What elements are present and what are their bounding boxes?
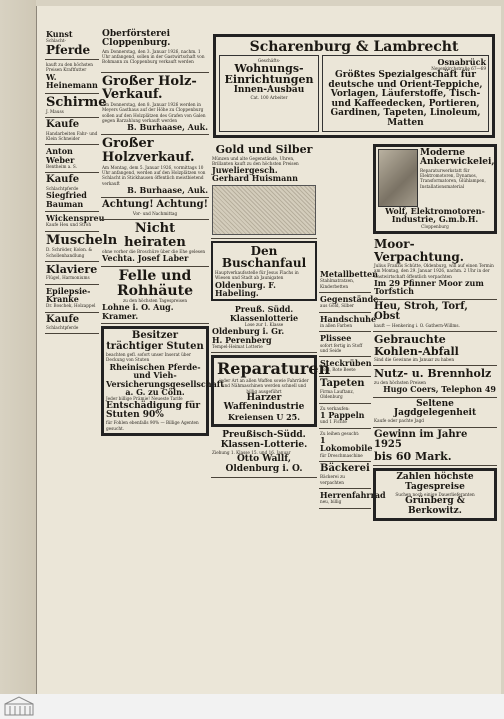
building-icon <box>4 696 34 716</box>
ad-signature: Lohne i. O. Aug. Kramer. <box>102 302 174 321</box>
ad-heading: Preußisch-Südd. Klassen-Lotterie. <box>220 430 308 450</box>
ad-location: Cloppenburg <box>421 223 449 229</box>
ad-filler <box>102 65 208 69</box>
ad-text: und 1 Fichte <box>320 419 347 425</box>
ad-heading: Anton Weber <box>46 146 75 165</box>
ad-heading: Felle und Rohhäute <box>117 267 193 299</box>
ad-text: aus Gold, Silber <box>320 303 354 309</box>
ad-gold-silber <box>211 142 317 239</box>
ad-text: Firma Lauftanz, Oldenburg <box>320 389 354 400</box>
ad-heading: Gegenstände <box>320 293 379 304</box>
ad-heading: Gewinn im Jahre 1925 <box>374 428 468 451</box>
ad-text: beachten gefl. sofort unser Inserat über Deckung von Stuten <box>106 352 191 363</box>
ad-text: Münzen und alte Gegenstände, Uhren, Brillanten kauft zu den höchsten Preisen <box>212 155 299 166</box>
ad-heading: Herrenfahrrad <box>320 489 386 500</box>
ad-heading: Reparaturen <box>217 359 331 379</box>
ad-brennholz <box>373 366 497 397</box>
column-1 <box>45 28 118 690</box>
ad-heading: Moor-Verpachtung. <box>374 237 464 264</box>
viewer-footer <box>0 694 504 719</box>
ad-heading: Epilepsie-Kranke <box>46 285 91 304</box>
ad-heading: 1 Pappeln <box>320 409 365 420</box>
ad-text: J. Mauss <box>46 109 64 115</box>
ad-headline: Pferde <box>46 42 91 57</box>
ad-signature: B. Burhaase, Auk. <box>127 184 208 195</box>
ad-text: in allen Farben <box>320 322 353 328</box>
ad-baeckerei <box>319 462 371 489</box>
ad-schlachtpferde <box>45 28 99 60</box>
ad-text: Schlacht- <box>46 38 66 44</box>
ad-heading: Steckrüben <box>320 358 372 369</box>
ad-text: Suchen noch einige Dauerlieferanten <box>395 492 475 498</box>
column-4a <box>319 268 386 690</box>
ad-text: Handarbeiten Fahr- und Klein Schneider <box>46 130 98 142</box>
ad-subheading: Innen-Ausbau <box>233 85 305 96</box>
ad-handarbeiten <box>45 118 99 145</box>
ad-signature: Siegfried Bauman <box>46 190 87 209</box>
ad-epilepsie <box>45 285 99 313</box>
ad-text: Kohl, Rote Beete <box>320 367 356 373</box>
ad-klaviere <box>45 262 99 285</box>
ad-kaufe-pferde <box>45 313 99 335</box>
ad-text: Am Donnerstag, den 3. Januar 1926, nachm. 1 Uhr anfangend, sollen in der Gastwirtschaft von Bohmann zu Cloppenburg verkauft werden <box>102 48 205 65</box>
ad-text: ohne vorher die Broschüre über die Ehe gelesen <box>102 249 206 255</box>
ad-heading: Besitzer trächtiger Stuten <box>106 330 204 352</box>
ad-nicht-heiraten <box>101 220 209 267</box>
ad-text: Julius Franzis Schütte, Oldenburg, will auf einen Termin am Montag, den 29. Januar 1926, nachm. 2 Uhr in der Gastwirtschaft öffentlich verpachten <box>374 263 494 279</box>
ad-felle <box>101 267 209 324</box>
ad-title: Scharenburg & Lambrecht <box>249 39 459 55</box>
ad-text: neu, billig <box>320 499 342 505</box>
ad-heading: Moderne Ankerwickelei, <box>420 148 495 168</box>
ad-headline: Wohnungs- Einrichtungen <box>224 61 314 87</box>
ad-heading: Schirme <box>46 94 107 110</box>
ad-schirme <box>45 94 107 119</box>
ad-heading: Oberförsterei Cloppenburg. <box>102 29 171 49</box>
ad-ankerwickelei <box>373 144 497 234</box>
ad-text: Am Donnerstag, den 8. Januar 1926 werden in Meyers Gasthaus auf der Höhe zu Cloppenburg sollen auf den Holzplätzen des Grafen von Galen gegen Barzahlung verkauft werden <box>102 102 206 123</box>
ad-metallbetten <box>319 268 378 293</box>
ad-heading: Kunst <box>46 29 73 39</box>
ad-heading: 1 Lokomobile <box>320 434 373 454</box>
ad-text: für Dreschmaschine <box>320 452 363 458</box>
ad-heading: Preuß. Südd. Klassenlotterie <box>229 304 299 323</box>
ad-tapeten <box>319 377 371 404</box>
ad-klassenlotterie <box>211 303 317 353</box>
ad-text: Ziehung 1. Klasse 15. und 16. Januar <box>212 450 291 456</box>
ad-text: sofort fertig in Stoff und Seide <box>320 342 363 353</box>
ad-text: Geschäfts- <box>257 57 281 63</box>
ad-signature: Grünberg & Berkowitz. <box>405 496 465 516</box>
ad-gewinn <box>373 428 497 467</box>
ad-reparaturen <box>211 355 331 427</box>
ad-city: Osnabrück <box>437 56 486 67</box>
ad-heading: Kaufe <box>46 174 80 186</box>
ad-versicherung <box>101 326 224 436</box>
ad-text: Vor- und Nachmittag <box>132 210 178 216</box>
ad-heinemann <box>45 60 99 93</box>
ad-heading: Nutz- u. Brennholz <box>374 367 492 381</box>
ad-text: Kaufe Heu und Stroh <box>46 222 92 228</box>
ad-illustration <box>212 185 316 235</box>
ad-heading: Muscheln <box>46 232 118 248</box>
ad-heading-2: Achtung! <box>156 199 208 211</box>
ad-signature: Hugo Coers, Telephon 49 <box>383 384 496 395</box>
newspaper-page <box>36 6 501 694</box>
ad-subheading: Oldenburg i. Gr. <box>212 326 285 337</box>
ad-photo <box>378 149 418 207</box>
ad-handschuhe <box>319 313 377 333</box>
ad-heading: Handschuhe <box>320 313 377 324</box>
ad-subheading: Entschädigung für Stuten 90% <box>106 400 201 420</box>
ad-text: zu den höchsten Preisen <box>374 379 426 385</box>
ad-plissee <box>319 332 371 357</box>
ad-heu-stroh <box>373 300 497 332</box>
ad-text: Flügel, Harmoniums <box>46 275 90 281</box>
ad-heading: Metallbetten <box>320 269 378 279</box>
ad-text: Hauptverkaufsstelle für Jesus Flachs in Wiesen und Stadt ab Jaunigaten <box>215 270 299 281</box>
ad-anton-weber <box>45 145 99 173</box>
ad-kohlen-abfall <box>373 332 497 366</box>
ad-heading: Kaufe <box>46 119 80 131</box>
ad-text: Größtes Spezialgeschäft für deutsche und Orient-Teppiche, Vorlagen, Läuferstoffe, Tisch- und Kaffeedecken, Portieren, Gardinen, Tapeten, Linoleum, Matten <box>328 70 483 128</box>
ad-label: Zu leihen gesucht: <box>320 430 360 436</box>
ad-text: Am Montag, dem 5. Januar 1926, vormittags 10 Uhr anfangend, werden auf den Holzplätzen von Schlacht in Stickhausen öffentlich meistbietend verkauft <box>102 164 206 186</box>
ad-text: Bäckerei zu verpachten <box>320 474 345 485</box>
ad-text: zu den höchsten Tagespreisen <box>122 298 188 304</box>
ad-heading: Zahlen höchste Tagespreise <box>396 472 474 492</box>
ad-location: Kreiensen U 25. <box>227 411 301 422</box>
ad-heading: Großer Holzverkauf. <box>102 136 195 166</box>
ad-text: Jeder billige Prämie! Neueste Tarife <box>106 396 183 402</box>
ad-signature: W. Heinemann <box>46 71 98 91</box>
ad-holz-verkauf <box>101 73 209 136</box>
ad-text: Tempel-Heimat Lotterie <box>212 344 263 350</box>
ad-text: kauft zu den höchsten Preisen Kraftfutter <box>46 62 93 73</box>
ad-steckrueben <box>319 357 371 377</box>
ad-text: Cat. 100 Arbeiter <box>250 95 288 101</box>
ad-signature: Oldenburg. F. Habeling. <box>215 279 276 298</box>
ad-text: Sind die Gewinne im Januar zu haben <box>374 357 455 363</box>
ad-gegenstaende <box>319 293 379 313</box>
ad-signature: Harzer Waffenindustrie <box>223 392 305 413</box>
ad-oberfoersterei <box>101 28 209 73</box>
ad-heading: Gebrauchte Kohlen-Abfall <box>374 333 459 358</box>
ad-text: Schlachtpferde <box>46 325 79 331</box>
ad-signature: Vechta. Josef Laber <box>102 253 189 264</box>
ad-lotterie-wallf <box>211 429 317 478</box>
ad-text: Dr. Boschek, Holzappel <box>46 303 96 309</box>
ad-wickenspreu <box>45 212 105 232</box>
ad-jagdgelegenheit <box>373 398 497 428</box>
ad-kaufe-schlachtpferde <box>45 173 99 212</box>
ad-text: Reparaturwerkstatt für Elektromotoren, Dynamos, Transformatoren, Glühlampen, Installationsmaterial <box>420 167 486 189</box>
ad-label: Zu verkaufen: <box>320 405 350 411</box>
ad-muscheln <box>45 232 118 262</box>
ad-signature: Juweliergesch. Gerhard Huismann <box>212 165 298 184</box>
ad-text: für Fohlen ebenfalls 90% — Billige Agenten gesucht. <box>106 420 199 431</box>
ad-text: Lose zur 1. Klasse <box>244 322 284 328</box>
scan-margin <box>0 0 36 694</box>
ad-heading: Nicht heiraten <box>124 220 186 250</box>
ad-signature: B. Burhaase, Auk. <box>127 122 208 133</box>
ad-signature: Wolf, Elektromotoren-Industrie, G.m.b.H. <box>385 206 485 225</box>
ad-holzverkauf-2 <box>101 135 209 198</box>
ad-heading: Großer Holz-Verkauf. <box>102 73 197 103</box>
ad-achtung <box>101 198 209 220</box>
ad-heading: Heu, Stroh, Torf, Obst <box>374 300 468 323</box>
ad-lokomobile <box>319 429 371 462</box>
ad-heading: Kaufe <box>46 313 80 325</box>
ad-text: Stahlmatratzen, Kinderbetten <box>320 278 355 289</box>
ad-text: Kaufe oder pachte Jagd <box>374 418 424 424</box>
ad-text: Bentheim a. S. <box>46 164 77 170</box>
ad-scharenburg <box>213 34 495 138</box>
ad-signature: Otto Wallf, Oldenburg i. O. <box>225 454 303 474</box>
ad-buschanfaul <box>211 241 317 301</box>
ad-subheading: Im 29 Pfinner Moor zum Torfstich <box>374 277 484 297</box>
ad-text: Schlachtpferde <box>46 185 79 191</box>
ad-heading: Klaviere <box>46 262 98 276</box>
ad-heading: Achtung! <box>102 199 154 211</box>
ad-text: D. Schröder, Kolon. & Schollenhandlung <box>46 247 93 258</box>
ad-moor-verpachtung <box>373 236 497 300</box>
ad-heading: Wickenspreu <box>46 212 105 223</box>
ad-address: Neuenkirchstraße 67—69 <box>431 66 486 72</box>
column-4b <box>373 142 497 690</box>
ad-text: jeder Art an allen Waffen sowie Fahrräder und Nähmaschinen werden schnell und billig ausgeführt <box>219 378 309 394</box>
ad-gruenberg <box>373 468 497 521</box>
column-2 <box>101 28 224 690</box>
ad-heading: Gold und Silber <box>215 143 313 156</box>
ad-signature: H. Perenberg <box>212 334 272 345</box>
ad-heading: Plissee <box>320 333 352 344</box>
ad-pappeln <box>319 404 371 429</box>
ad-heading: Bäckerei <box>320 462 370 474</box>
ad-text: kauft — Henkering i. O. Gathern-Willms. <box>374 322 460 328</box>
ad-heading: Den Buschanfaul <box>221 243 307 271</box>
ad-subheading: Rheinischen Pferde- und Vieh-Versicherungsgesellschaft a. G. zu Cöln. <box>106 361 224 397</box>
ad-heading: Tapeten <box>320 377 365 389</box>
ad-herrenfahrrad <box>319 489 386 509</box>
ad-heading: Seltene Jagdgelegenheit <box>393 398 477 418</box>
ad-subheading: bis 60 Mark. <box>374 449 452 463</box>
